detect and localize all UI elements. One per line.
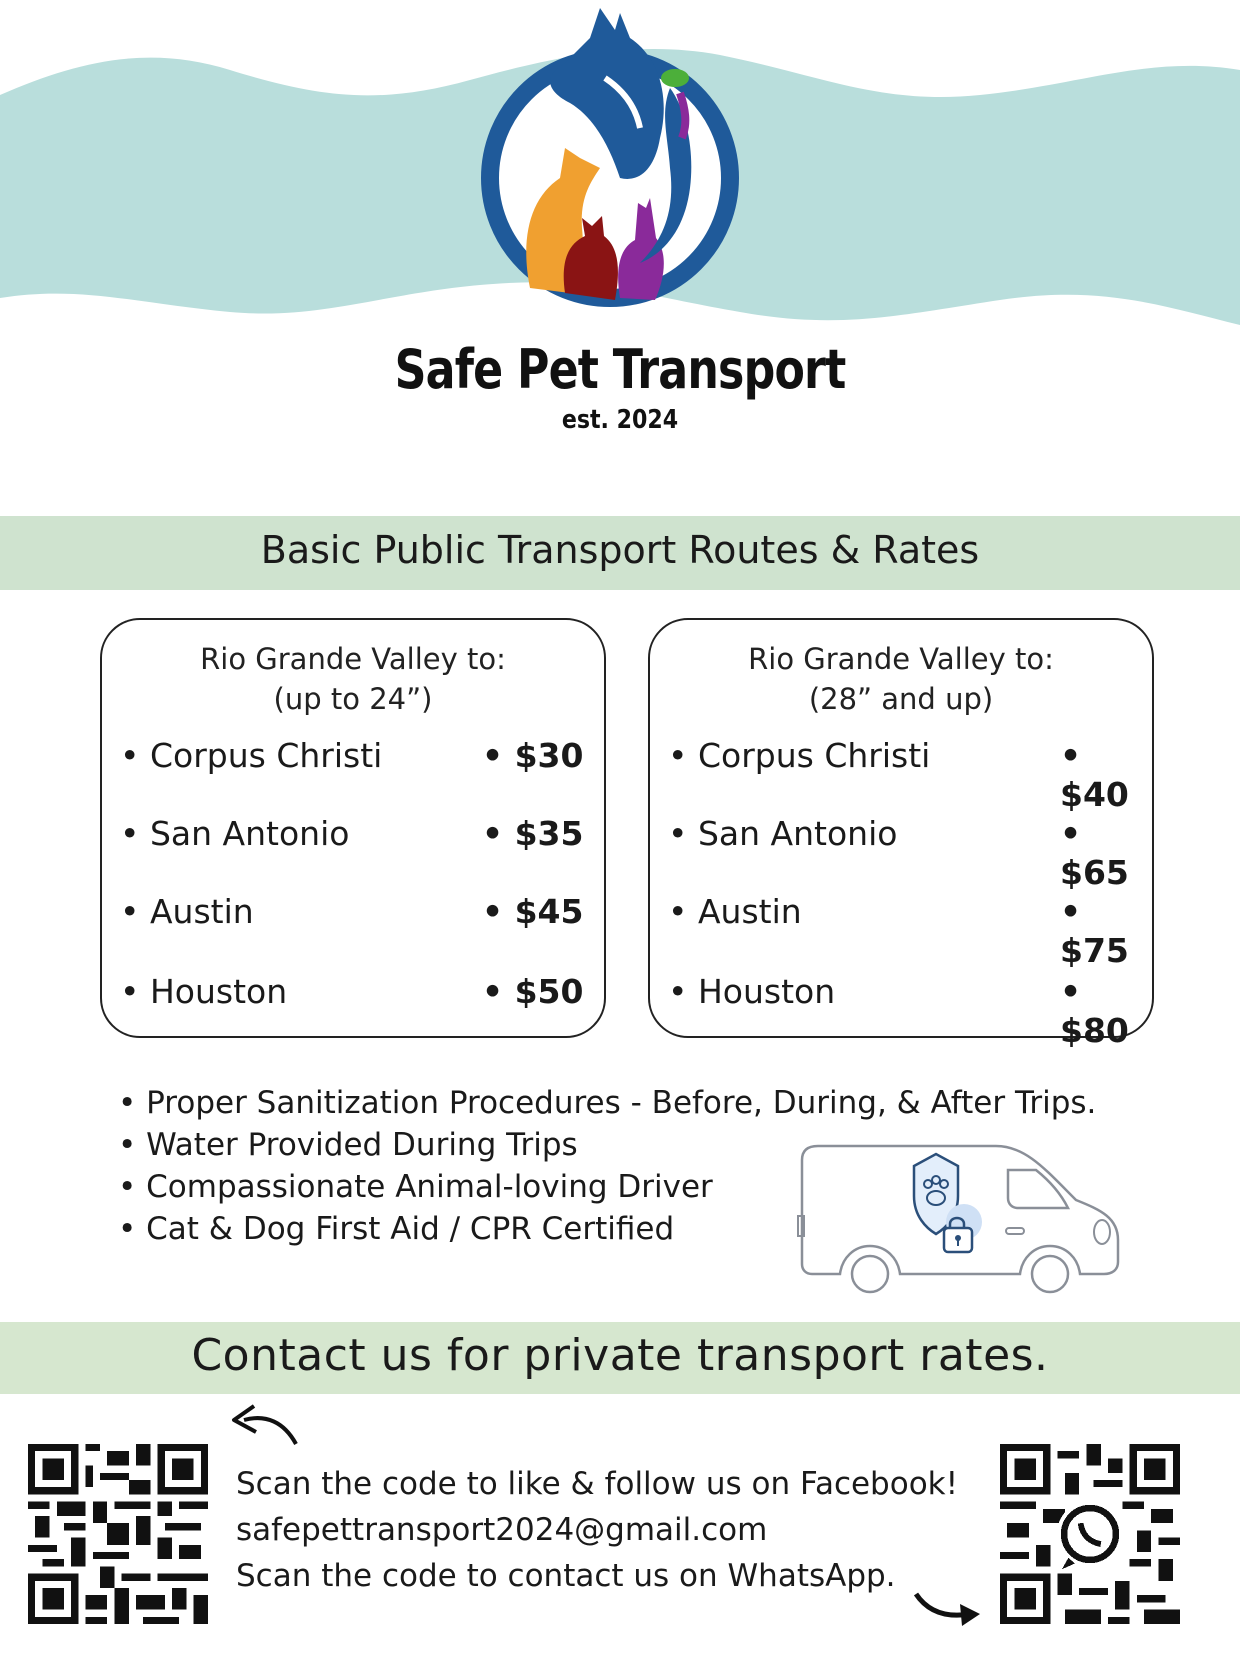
whatsapp-qr-code[interactable]: [1000, 1444, 1180, 1624]
rate-table-small: [100, 618, 606, 1038]
facebook-scan-text: Scan the code to like & follow us on Facebook!: [236, 1466, 959, 1502]
curved-arrow-icon: [226, 1400, 306, 1450]
curved-arrow-icon: [910, 1584, 990, 1634]
rate-table-size: (28” and up): [808, 682, 994, 716]
price: $45: [514, 892, 584, 931]
rate-row: • Houston • $50: [120, 972, 584, 1011]
private-rates-text: Contact us for private transport rates.: [191, 1330, 1049, 1381]
rate-row: • Austin • $75: [668, 892, 1129, 970]
price: $30: [514, 736, 584, 775]
destination: Houston: [149, 972, 288, 1011]
rate-table-heading: Rio Grande Valley to:: [748, 642, 1054, 676]
rate-table-size: (up to 24”): [273, 682, 433, 716]
destination: Houston: [697, 972, 836, 1011]
email-link[interactable]: safepettransport2024@gmail.com: [236, 1512, 768, 1548]
price: $50: [514, 972, 584, 1011]
price: $65: [1060, 853, 1129, 892]
van-icon: [796, 1140, 1126, 1300]
rate-row: • Houston • $80: [668, 972, 1129, 1050]
feature-item: • Proper Sanitization Procedures - Before, During, & After Trips.: [118, 1085, 1097, 1121]
routes-heading: Basic Public Transport Routes & Rates: [260, 528, 980, 572]
feature-item: • Compassionate Animal-loving Driver: [118, 1169, 713, 1205]
rate-row: • Austin • $45: [120, 892, 584, 931]
facebook-qr-code[interactable]: [28, 1444, 208, 1624]
rate-table-heading: Rio Grande Valley to:: [200, 642, 506, 676]
destination: Austin: [149, 892, 254, 931]
routes-heading-band: [0, 516, 1240, 590]
price: $40: [1060, 775, 1129, 814]
feature-item: • Water Provided During Trips: [118, 1127, 578, 1163]
destination: Corpus Christi: [149, 736, 383, 775]
rate-row: • Corpus Christi • $30: [120, 736, 584, 775]
whatsapp-scan-text: Scan the code to contact us on WhatsApp.: [236, 1558, 896, 1594]
brand-name: Safe Pet Transport: [394, 338, 846, 401]
price: $80: [1060, 1011, 1129, 1050]
rate-row: • Corpus Christi • $40: [668, 736, 1129, 814]
rate-row: • San Antonio • $65: [668, 814, 1129, 892]
rate-row: • San Antonio • $35: [120, 814, 584, 853]
destination: Austin: [697, 892, 802, 931]
price: $35: [514, 814, 584, 853]
destination: San Antonio: [149, 814, 350, 853]
destination: San Antonio: [697, 814, 898, 853]
private-rates-band: [0, 1322, 1240, 1394]
destination: Corpus Christi: [697, 736, 931, 775]
price: $75: [1060, 931, 1129, 970]
rate-table-large: [648, 618, 1154, 1050]
feature-item: • Cat & Dog First Aid / CPR Certified: [118, 1211, 675, 1247]
established-year: est. 2024: [561, 405, 679, 435]
logo-animals-icon: [470, 8, 750, 318]
